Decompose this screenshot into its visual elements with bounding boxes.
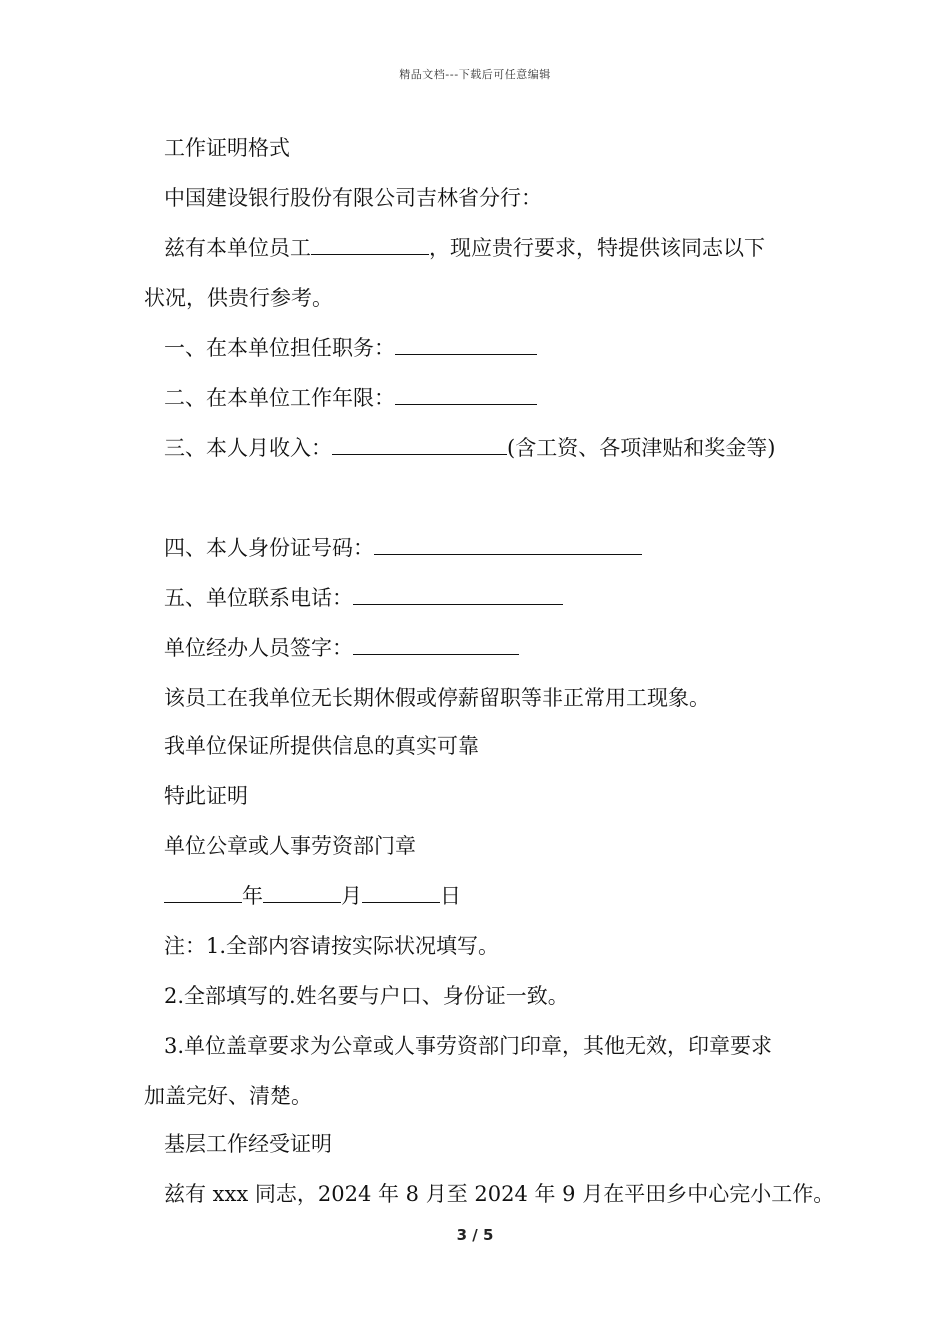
item-position: [164, 334, 537, 362]
second-document-title: 基层工作经受证明: [164, 1132, 332, 1156]
item-signature: [164, 634, 519, 662]
statement-guarantee: 我单位保证所提供信息的真实可靠: [164, 734, 479, 758]
second-document-body: 兹有 xxx 同志，2024 年 8 月至 2024 年 9 月在平田乡中心完小工作。: [164, 1182, 835, 1206]
note-2: 2.全部填写的.姓名要与户口、身份证一致。: [164, 984, 569, 1008]
intro-line: [164, 234, 765, 262]
signature-blank: [353, 634, 519, 655]
day-blank: [362, 882, 440, 903]
addressee: 中国建设银行股份有限公司吉林省分行：: [164, 186, 542, 210]
item-income-label: 三、本人月收入：: [164, 436, 332, 460]
intro-text-start: 兹有本单位员工: [164, 236, 311, 260]
item-signature-label: 单位经办人员签字：: [164, 636, 353, 660]
phone-blank: [353, 584, 563, 605]
item-position-label: 一、在本单位担任职务：: [164, 336, 395, 360]
statement-seal: 单位公章或人事劳资部门章: [164, 834, 416, 858]
years-blank: [395, 384, 537, 405]
item-phone-label: 五、单位联系电话：: [164, 586, 353, 610]
item-id-number-label: 四、本人身份证号码：: [164, 536, 374, 560]
item-years: [164, 384, 537, 412]
statement-certify: 特此证明: [164, 784, 248, 808]
page-number: 3 / 5: [456, 1226, 494, 1244]
id-number-blank: [374, 534, 642, 555]
employee-name-blank: [311, 234, 429, 255]
day-label: 日: [440, 884, 461, 908]
month-blank: [263, 882, 341, 903]
note-3-line-2: 加盖完好、清楚。: [144, 1084, 312, 1108]
intro-text-end: ，现应贵行要求，特提供该同志以下: [429, 236, 765, 260]
year-label: 年: [242, 884, 263, 908]
month-label: 月: [341, 884, 362, 908]
income-note: (含工资、各项津贴和奖金等): [507, 436, 776, 460]
page-header: 精品文档---下载后可任意编辑: [399, 68, 551, 81]
intro-continued: 状况，供贵行参考。: [144, 286, 333, 310]
position-blank: [395, 334, 537, 355]
year-blank: [164, 882, 242, 903]
income-blank: [332, 434, 507, 455]
statement-no-leave: 该员工在我单位无长期休假或停薪留职等非正常用工现象。: [164, 686, 710, 710]
item-income: [164, 434, 775, 462]
document-title: 工作证明格式: [164, 136, 290, 160]
item-years-label: 二、在本单位工作年限：: [164, 386, 395, 410]
note-1: 注：1.全部内容请按实际状况填写。: [164, 934, 500, 958]
note-3-line-1: 3.单位盖章要求为公章或人事劳资部门印章，其他无效，印章要求: [164, 1034, 773, 1058]
item-phone: [164, 584, 563, 612]
date-line: [164, 882, 461, 910]
item-id-number: [164, 534, 642, 562]
